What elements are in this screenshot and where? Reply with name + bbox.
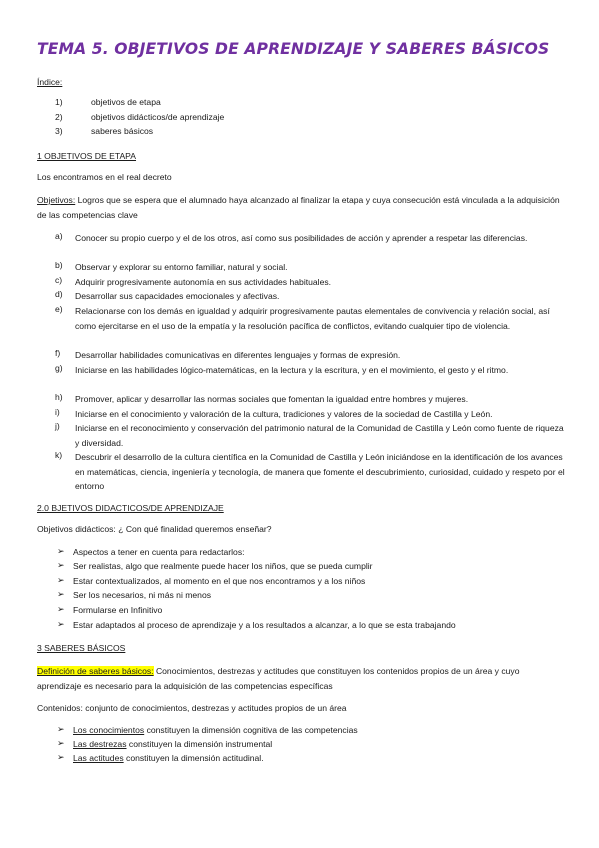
index-item-text: objetivos didácticos/de aprendizaje — [91, 112, 225, 122]
list-item-text: Promover, aplicar y desarrollar las normas sociales que fomentan la igualdad entre hombres y mujeres. — [75, 394, 469, 404]
list-item-label: c) — [55, 275, 63, 285]
list-item-rest: constituyen la dimensión actitudinal. — [123, 753, 264, 763]
list-item-text: Desarrollar habilidades comunicativas en diferentes lenguajes y formas de expresión. — [75, 350, 401, 360]
list-item-text: Estar adaptados al proceso de aprendizaje y a los resultados a alcanzar, a lo que se esta trabajando — [73, 620, 456, 630]
arrowhead-bullet-icon: ➢ — [57, 575, 65, 585]
list-item-term: Los conocimientos — [73, 725, 145, 735]
definition-text: Conocimientos, destrezas y actitudes que constituyen los contenidos propios de un área y cuyo aprendizaje es necesario para la adquisición de las competencias específicas — [37, 666, 520, 691]
index-item-number: 3) — [55, 126, 63, 136]
list-item-text: Desarrollar sus capacidades emocionales y afectivas. — [75, 291, 280, 301]
list-item-label: d) — [55, 289, 63, 299]
arrowhead-bullet-icon: ➢ — [57, 546, 65, 556]
section-1-heading: 1 OBJETIVOS DE ETAPA — [37, 151, 137, 161]
list-item-text: Ser realistas, algo que realmente puede hacer los niños, que se pueda cumplir — [73, 561, 373, 571]
arrowhead-bullet-icon: ➢ — [57, 724, 65, 734]
objectives-definition — [37, 193, 562, 222]
section-1-intro: Los encontramos en el real decreto — [37, 172, 172, 182]
arrowhead-bullet-icon: ➢ — [57, 738, 65, 748]
section-2-intro: Objetivos didácticos: ¿ Con qué finalidad queremos enseñar? — [37, 524, 272, 534]
page-title: TEMA 5. OBJETIVOS DE APRENDIZAJE Y SABERES BÁSICOS — [37, 40, 550, 58]
list-item-text: Iniciarse en el reconocimiento y conservación del patrimonio natural de la Comunidad de Castilla y León como fuente de riqueza y diversidad. — [75, 423, 564, 448]
list-item-text: Conocer su propio cuerpo y el de los otros, así como sus posibilidades de acción y aprender a respetar las diferencias. — [75, 233, 528, 243]
index-item-number: 1) — [55, 97, 63, 107]
list-item-term: Las actitudes — [73, 753, 124, 763]
contents-definition: Contenidos: conjunto de conocimientos, destrezas y actitudes propios de un área — [37, 703, 347, 713]
index-label: Índice: — [37, 77, 63, 87]
list-item-rest: constituyen la dimensión cognitiva de las competencias — [144, 725, 358, 735]
arrowhead-bullet-icon: ➢ — [57, 619, 65, 629]
arrowhead-bullet-icon: ➢ — [57, 752, 65, 762]
list-item-text — [73, 753, 264, 763]
objectives-text: Logros que se espera que el alumnado haya alcanzado al finalizar la etapa y cuya consecución está vinculada a la adquisición de las competencias clave — [37, 195, 560, 220]
index-item-text: objetivos de etapa — [91, 97, 161, 107]
arrowhead-bullet-icon: ➢ — [57, 560, 65, 570]
saberes-definition — [37, 664, 562, 693]
list-item-label: i) — [55, 407, 60, 417]
index-item-text: saberes básicos — [91, 126, 154, 136]
list-item-label: j) — [55, 421, 60, 431]
list-item-text: Estar contextualizados, al momento en el que nos encontramos y a los niños — [73, 576, 366, 586]
list-item-label: e) — [55, 304, 63, 314]
list-item-term: Las destrezas — [73, 739, 127, 749]
list-item-text — [73, 739, 272, 749]
list-item-text: Observar y explorar su entorno familiar, natural y social. — [75, 262, 288, 272]
section-3-heading: 3 SABERES BÁSICOS — [37, 643, 126, 653]
arrowhead-bullet-icon: ➢ — [57, 589, 65, 599]
section-2-heading: 2.0 BJETIVOS DIDACTICOS/DE APRENDIZAJE — [37, 503, 224, 513]
objectives-label: Objetivos: — [37, 195, 76, 205]
list-item-label: f) — [55, 348, 61, 358]
list-item-text: Adquirir progresivamente autonomía en sus actividades habituales. — [75, 277, 332, 287]
list-item-text: Aspectos a tener en cuenta para redactarlos: — [73, 547, 245, 557]
list-item-label: g) — [55, 363, 63, 373]
list-item-label: h) — [55, 392, 63, 402]
list-item-text: Iniciarse en las habilidades lógico-matemáticas, en la lectura y la escritura, y en el movimiento, el gesto y el ritmo. — [75, 365, 509, 375]
definition-label: Definición de saberes básicos: — [37, 666, 154, 676]
list-item-text: Ser los necesarios, ni más ni menos — [73, 590, 212, 600]
index-item-number: 2) — [55, 112, 63, 122]
list-item-text: Formularse en Infinitivo — [73, 605, 163, 615]
list-item-text: Relacionarse con los demás en igualdad y adquirir progresivamente pautas elementales de convivencia y relación social, así como ejercitarse en el uso de la empatía y la resolución pacífica de conflictos, evitando cualquier tipo de violencia. — [75, 306, 550, 331]
list-item-label: b) — [55, 260, 63, 270]
list-item-text: Iniciarse en el conocimiento y valoración de la cultura, tradiciones y valores de la sociedad de Castilla y León. — [75, 409, 493, 419]
list-item-label: k) — [55, 450, 63, 460]
list-item-text: Descubrir el desarrollo de la cultura científica en la Comunidad de Castilla y León iniciándose en la identificación de los avances en matemáticas, ciencia, ingeniería y tecnología, de manera que fomente el descubrimiento, curiosidad, cuidado y respeto por el entorno — [75, 452, 565, 492]
list-item-label: a) — [55, 231, 63, 241]
list-item-text — [73, 725, 358, 735]
list-item-rest: constituyen la dimensión instrumental — [126, 739, 273, 749]
arrowhead-bullet-icon: ➢ — [57, 604, 65, 614]
